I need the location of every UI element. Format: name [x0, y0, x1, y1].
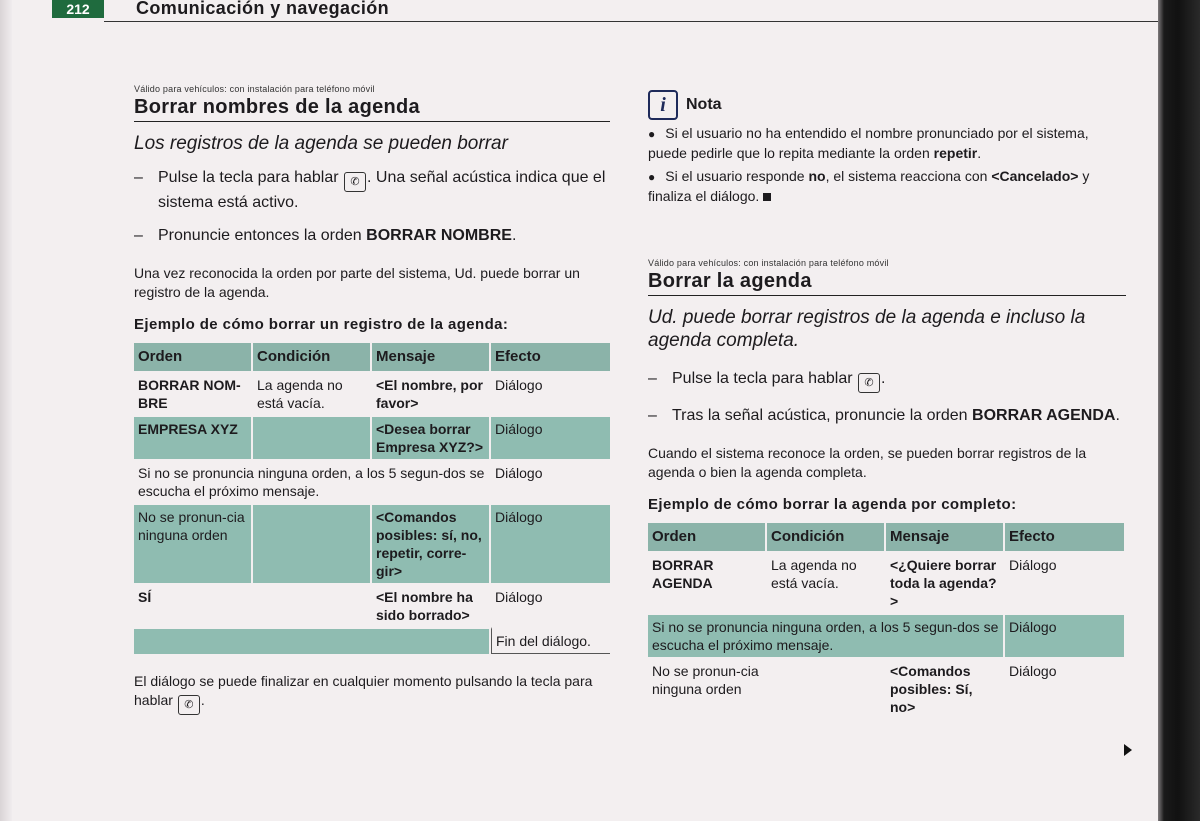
- table-cell: Diálogo: [491, 459, 610, 503]
- column-header: Efecto: [491, 343, 610, 371]
- table-cell: Si no se pronuncia ninguna orden, a los 5 segun-dos se escucha el próximo mensaje.: [648, 613, 1005, 657]
- step-item: – Tras la señal acústica, pronuncie la orden BORRAR AGENDA.: [648, 407, 1120, 424]
- table-cell: EMPRESA XYZ: [134, 415, 253, 459]
- step-item: – Pulse la tecla para hablar ✆ .: [648, 368, 1126, 393]
- column-header: Orden: [648, 523, 767, 551]
- table-cell: [253, 415, 372, 459]
- column-header: Condición: [253, 343, 372, 371]
- table-header-row: [648, 523, 1124, 551]
- page-number: 212: [52, 0, 104, 18]
- paragraph: Cuando el sistema reconoce la orden, se pueden borrar registros de la agenda o bien la agenda completa.: [648, 445, 1087, 480]
- dash-bullet: –: [648, 407, 657, 424]
- table-row: [134, 415, 610, 459]
- table-cell: [767, 657, 886, 719]
- table-cell: <¿Quiere borrar toda la agenda?>: [886, 551, 1005, 613]
- table-header-row: [134, 343, 610, 371]
- validity-note: Válido para vehículos: con instalación para teléfono móvil: [134, 84, 375, 94]
- table-cell: La agenda no está vacía.: [253, 371, 372, 415]
- header-rule: [104, 21, 1158, 22]
- note-bullet: ● Si el usuario no ha entendido el nombre pronunciado por el sistema, puede pedirle que lo repita mediante la orden repetir.: [648, 125, 1089, 161]
- table-row: [134, 583, 610, 627]
- table-cell: [253, 583, 372, 627]
- end-of-section-mark: [763, 193, 771, 201]
- left-column: [134, 84, 610, 715]
- dash-bullet: –: [134, 169, 143, 186]
- talk-button-icon: ✆: [178, 695, 200, 715]
- section-title: Borrar nombres de la agenda: [134, 96, 610, 122]
- talk-button-icon: ✆: [858, 373, 880, 393]
- page-header: [0, 0, 1160, 22]
- table-cell: Diálogo: [491, 503, 610, 583]
- step-item: – Pulse la tecla para hablar ✆ . Una señal acústica indica que el sistema está activo.: [134, 169, 606, 211]
- table-row: [134, 459, 610, 503]
- page-left-edge: [0, 0, 12, 821]
- table-cell: <El nombre, por favor>: [372, 371, 491, 415]
- table-cell: <Comandos posibles: sí, no, repetir, corre-gir>: [372, 503, 491, 583]
- table-cell: Si no se pronuncia ninguna orden, a los 5 segun-dos se escucha el próximo mensaje.: [134, 459, 491, 503]
- dialog-table: [134, 343, 610, 654]
- dash-bullet: –: [134, 227, 143, 244]
- chapter-title: Comunicación y navegación: [136, 0, 390, 18]
- example-heading: Ejemplo de cómo borrar un registro de la agenda:: [134, 316, 509, 333]
- table-cell: Diálogo: [491, 583, 610, 627]
- table-cell: Diálogo: [1005, 613, 1124, 657]
- column-header: Mensaje: [372, 343, 491, 371]
- example-heading: Ejemplo de cómo borrar la agenda por completo:: [648, 496, 1017, 513]
- table-cell: No se pronun-cia ninguna orden: [648, 657, 767, 719]
- table-row: [134, 371, 610, 415]
- table-cell: Diálogo: [491, 415, 610, 459]
- table-cell: La agenda no está vacía.: [767, 551, 886, 613]
- note-heading: i Nota: [648, 90, 1126, 120]
- column-header: Condición: [767, 523, 886, 551]
- table-cell: BORRAR NOM-BRE: [134, 371, 253, 415]
- column-header: Mensaje: [886, 523, 1005, 551]
- column-header: Orden: [134, 343, 253, 371]
- talk-button-icon: ✆: [344, 172, 366, 192]
- table-row: [648, 551, 1124, 613]
- section-subtitle: Ud. puede borrar registros de la agenda e incluso la agenda completa.: [648, 307, 1086, 351]
- table-cell: <El nombre ha sido borrado>: [372, 583, 491, 627]
- table-cell: <Desea borrar Empresa XYZ?>: [372, 415, 491, 459]
- dash-bullet: –: [648, 370, 657, 387]
- table-cell: [253, 503, 372, 583]
- section-title: Borrar la agenda: [648, 270, 1126, 296]
- table-cell: Diálogo: [1005, 551, 1124, 613]
- bullet-dot: ●: [648, 127, 656, 141]
- section-subtitle: Los registros de la agenda se pueden borrar: [134, 133, 508, 154]
- paragraph: El diálogo se puede finalizar en cualquier momento pulsando la tecla para hablar ✆ .: [134, 672, 610, 715]
- table-cell: Fin del diálogo.: [491, 627, 610, 654]
- table-row: [134, 503, 610, 583]
- table-cell: [134, 627, 491, 654]
- bullet-dot: ●: [648, 170, 656, 184]
- table-row: [648, 657, 1124, 719]
- step-item: – Pronuncie entonces la orden BORRAR NOMBRE.: [134, 227, 517, 244]
- validity-note: Válido para vehículos: con instalación para teléfono móvil: [648, 258, 889, 268]
- table-cell: Diálogo: [491, 371, 610, 415]
- table-cell: BORRAR AGENDA: [648, 551, 767, 613]
- continue-arrow-icon: [1124, 744, 1132, 756]
- book-spine-edge: [1158, 0, 1200, 821]
- table-cell: SÍ: [134, 583, 253, 627]
- table-cell: <Comandos posibles: Sí, no>: [886, 657, 1005, 719]
- table-row: [648, 613, 1124, 657]
- info-icon: i: [648, 90, 678, 120]
- dialog-table: [648, 523, 1124, 719]
- table-row: [134, 627, 610, 654]
- note-bullet: ● Si el usuario responde no, el sistema reacciona con <Cancelado> y finaliza el diálogo.: [648, 168, 1090, 204]
- right-column: [648, 90, 1126, 719]
- table-cell: No se pronun-cia ninguna orden: [134, 503, 253, 583]
- paragraph: Una vez reconocida la orden por parte del sistema, Ud. puede borrar un registro de la agenda.: [134, 265, 580, 300]
- column-header: Efecto: [1005, 523, 1124, 551]
- table-cell: Diálogo: [1005, 657, 1124, 719]
